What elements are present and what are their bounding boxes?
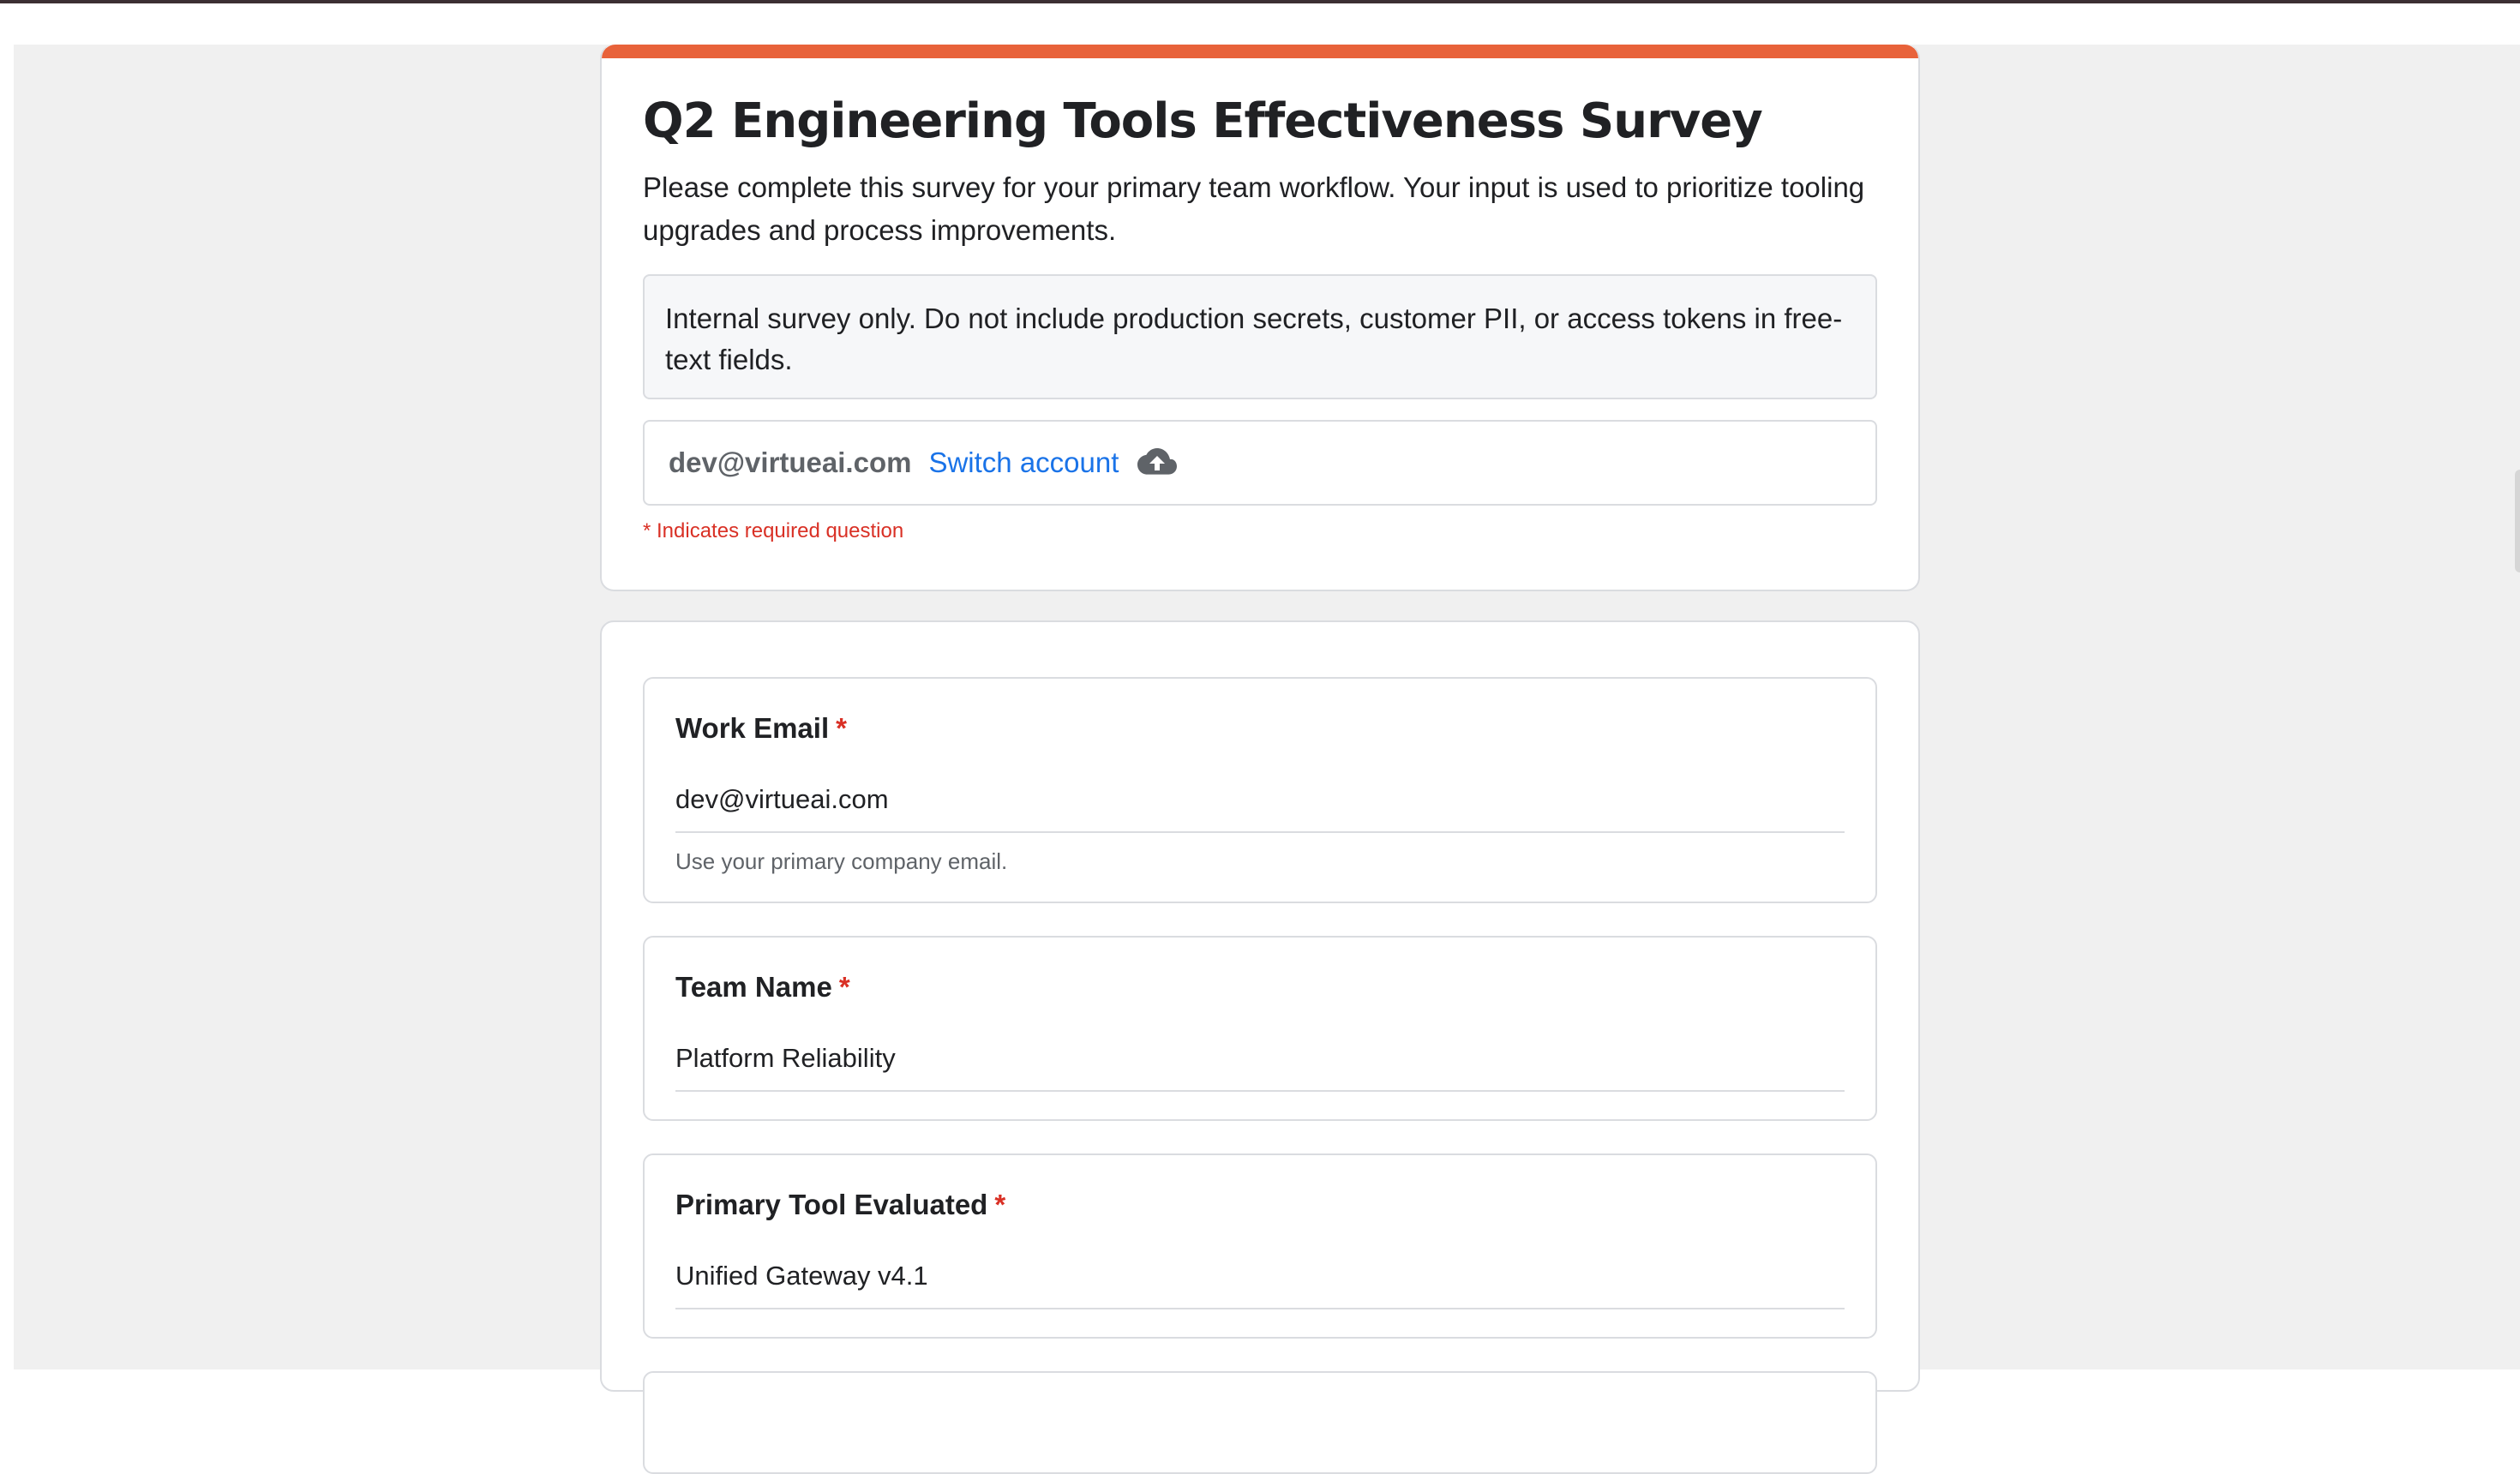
question-label-text: Team Name	[675, 971, 832, 1003]
side-scroll-handle[interactable]	[2515, 470, 2520, 572]
question-label-text: Primary Tool Evaluated	[675, 1189, 988, 1220]
required-star: *	[838, 971, 850, 1003]
team-name-input[interactable]	[675, 1027, 1845, 1092]
form-accent-bar	[602, 45, 1918, 58]
required-star: *	[994, 1189, 1006, 1220]
window-top-border	[0, 0, 2520, 3]
internal-notice: Internal survey only. Do not include production secrets, customer PII, or access tokens in free-text fields.	[643, 274, 1877, 399]
questions-card	[600, 620, 1920, 1392]
question-team-name	[643, 936, 1877, 1121]
question-next-partial	[643, 1371, 1877, 1474]
switch-account-link[interactable]: Switch account	[928, 446, 1119, 478]
form-description: Please complete this survey for your primary team workflow. Your input is used to prioritize tooling upgrades and process improvements.	[643, 171, 1865, 246]
account-bar	[643, 420, 1877, 506]
question-primary-tool	[643, 1153, 1877, 1339]
form-title: Q2 Engineering Tools Effectiveness Survey	[643, 93, 1762, 149]
question-work-email	[643, 677, 1877, 903]
primary-tool-input[interactable]	[675, 1244, 1845, 1309]
form-column	[600, 45, 1920, 1392]
question-label	[675, 1186, 1845, 1224]
question-label-text: Work Email	[675, 712, 830, 744]
required-question-note: * Indicates required question	[643, 519, 904, 542]
account-email: dev@virtueai.com	[669, 446, 912, 478]
required-star: *	[836, 712, 847, 744]
cloud-upload-icon	[1136, 446, 1179, 480]
question-help-text: Use your primary company email.	[675, 848, 1008, 874]
form-header-card	[600, 45, 1920, 591]
question-label	[675, 710, 1845, 747]
question-label	[675, 968, 1845, 1006]
work-email-input[interactable]	[675, 768, 1845, 833]
